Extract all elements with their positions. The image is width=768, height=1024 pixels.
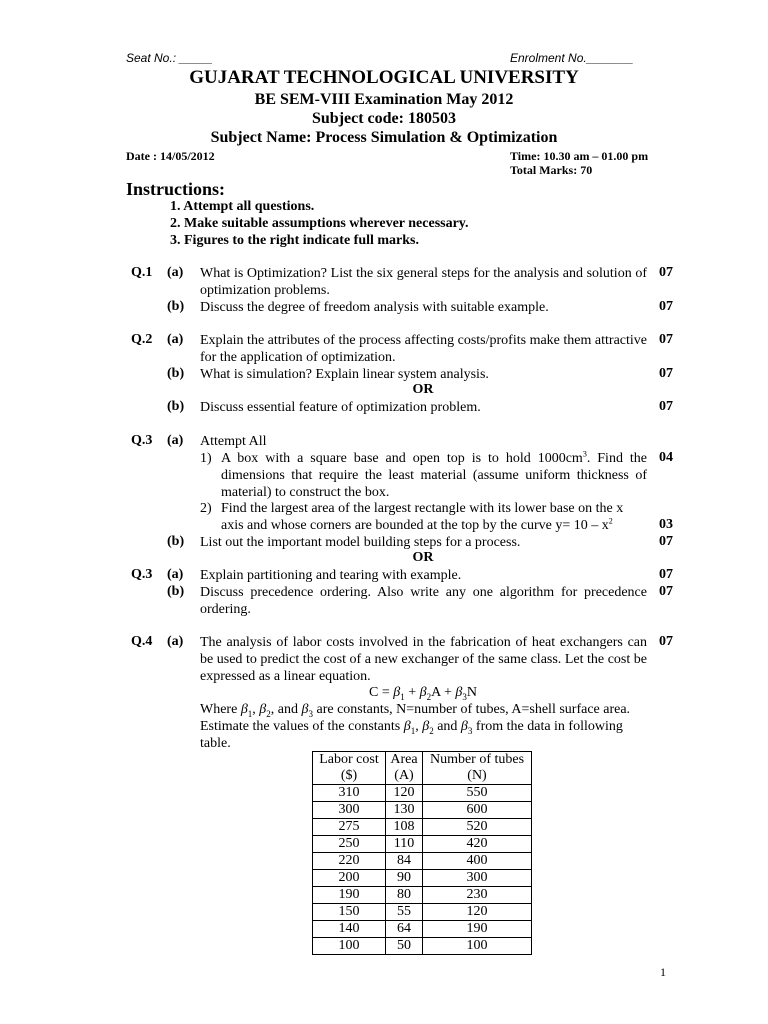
subquestion-label: (b) (167, 366, 185, 381)
table-cell: 140 (313, 921, 386, 938)
question-marks: 07 (659, 534, 673, 549)
table-cell: 130 (386, 802, 423, 819)
subject-name: Subject Name: Process Simulation & Optimization (210, 129, 558, 146)
question-text: axis and whose corners are bounded at the top by the curve $y= 10 - x^2$ (221, 516, 613, 533)
table-cell: 310 (313, 785, 386, 802)
table-row (313, 921, 532, 938)
table-cell: 100 (313, 938, 386, 955)
enrolment-number-field: Enrolment No._______ (510, 51, 634, 65)
question-text: Discuss precedence ordering. Also write any one algorithm for precedence ordering. (200, 585, 647, 617)
question-text: Discuss essential feature of optimization problem. (200, 400, 481, 415)
table-cell: 300 (423, 870, 532, 887)
table-cell: 220 (313, 853, 386, 870)
seat-number-field: Seat No.: _____ (126, 51, 213, 65)
question-text: What is simulation? Explain linear system analysis. (200, 367, 489, 382)
question-marks: 07 (659, 399, 673, 414)
column-header: Area (A) (386, 752, 423, 785)
subquestion-label: (a) (167, 634, 184, 649)
table-cell: 300 (313, 802, 386, 819)
question-marks: 07 (659, 332, 673, 347)
table-row (313, 785, 532, 802)
question-text: List out the important model building steps for a process. (200, 535, 521, 550)
question-text: Attempt All (200, 434, 267, 449)
question-marks: 07 (659, 299, 673, 314)
table-cell: 64 (386, 921, 423, 938)
linear-equation: $C = \beta_1 + \beta_2A + \beta_3N$ (369, 685, 477, 702)
question-marks: 07 (659, 584, 673, 599)
question-text: Discuss the degree of freedom analysis with suitable example. (200, 300, 549, 315)
table-cell: 600 (423, 802, 532, 819)
table-cell: 550 (423, 785, 532, 802)
question-text: What is Optimization? List the six general steps for the analysis and solution of optimization problems. (200, 266, 647, 298)
table-row (313, 819, 532, 836)
exam-date: Date : 14/05/2012 (126, 149, 215, 163)
question-text: Explain the attributes of the process affecting costs/profits make them attractive for the application of optimization. (200, 333, 647, 365)
subquestion-label: (a) (167, 567, 184, 582)
question-number: Q.4 (131, 634, 153, 649)
instruction-item: 2. Make suitable assumptions wherever necessary. (170, 216, 469, 231)
instruction-item: 3. Figures to the right indicate full marks. (170, 233, 420, 248)
table-cell: 400 (423, 853, 532, 870)
table-row (313, 870, 532, 887)
question-text: A box with a square base and open top is to hold $1000cm^3$. Find the dimensions that require the least material (assume uniform thickness of material) to construct the box. (221, 449, 647, 500)
subquestion-label: (a) (167, 433, 184, 448)
table-cell: 520 (423, 819, 532, 836)
or-separator: OR (412, 550, 434, 565)
or-separator: OR (412, 382, 434, 397)
labor-cost-table (312, 751, 532, 955)
table-cell: 420 (423, 836, 532, 853)
instructions-heading: Instructions: (126, 179, 226, 199)
question-number: Q.2 (131, 332, 153, 347)
subquestion-label: (b) (167, 584, 185, 599)
question-text: table. (200, 736, 231, 751)
table-header-row (313, 752, 532, 785)
table-row (313, 836, 532, 853)
table-cell: 110 (386, 836, 423, 853)
table-cell: 55 (386, 904, 423, 921)
table-row (313, 887, 532, 904)
table-cell: 250 (313, 836, 386, 853)
question-marks: 07 (659, 366, 673, 381)
question-marks: 04 (659, 450, 673, 465)
subquestion-label: (b) (167, 399, 185, 414)
question-text: Estimate the values of the constants $\beta_1$, $\beta_2$ and $\beta_3$ from the data in following (200, 719, 623, 736)
table-cell: 275 (313, 819, 386, 836)
table-cell: 84 (386, 853, 423, 870)
page-number: 1 (660, 965, 666, 979)
table-cell: 80 (386, 887, 423, 904)
university-title: GUJARAT TECHNOLOGICAL UNIVERSITY (189, 67, 579, 88)
table-cell: 50 (386, 938, 423, 955)
table-cell: 120 (386, 785, 423, 802)
column-header: Number of tubes (N) (423, 752, 532, 785)
question-marks: 07 (659, 634, 673, 649)
question-marks: 03 (659, 517, 673, 532)
question-marks: 07 (659, 265, 673, 280)
subquestion-label: (b) (167, 299, 185, 314)
column-header: Labor cost ($) (313, 752, 386, 785)
table-cell: 200 (313, 870, 386, 887)
table-cell: 90 (386, 870, 423, 887)
exam-time: Time: 10.30 am – 01.00 pm (510, 149, 649, 163)
question-text: Where $\beta_1$, $\beta_2$, and $\beta_3$ are constants, N=number of tubes, A=shell surface area. (200, 702, 631, 719)
table-cell: 108 (386, 819, 423, 836)
question-number: Q.1 (131, 265, 153, 280)
instruction-item: 1. Attempt all questions. (170, 199, 315, 214)
table-cell: 120 (423, 904, 532, 921)
exam-title: BE SEM-VIII Examination May 2012 (254, 91, 514, 108)
subquestion-label: (b) (167, 534, 185, 549)
table-cell: 150 (313, 904, 386, 921)
part-number: 1) (200, 451, 212, 466)
subquestion-label: (a) (167, 332, 184, 347)
question-number: Q.3 (131, 433, 153, 448)
question-text: Explain partitioning and tearing with example. (200, 568, 462, 583)
table-cell: 190 (423, 921, 532, 938)
table-cell: 190 (313, 887, 386, 904)
question-text: The analysis of labor costs involved in the fabrication of heat exchangers can be used to predict the cost of a new exchanger of the same class. Let the cost be expressed as a linear equation. (200, 635, 647, 684)
table-row (313, 853, 532, 870)
total-marks: Total Marks: 70 (510, 163, 593, 177)
question-text: Find the largest area of the largest rectangle with its lower base on the x (221, 501, 624, 516)
subject-code: Subject code: 180503 (312, 110, 456, 127)
question-marks: 07 (659, 567, 673, 582)
table-row (313, 802, 532, 819)
table-row (313, 904, 532, 921)
part-number: 2) (200, 501, 212, 516)
table-cell: 230 (423, 887, 532, 904)
table-row (313, 938, 532, 955)
table-cell: 100 (423, 938, 532, 955)
question-number: Q.3 (131, 567, 153, 582)
subquestion-label: (a) (167, 265, 184, 280)
